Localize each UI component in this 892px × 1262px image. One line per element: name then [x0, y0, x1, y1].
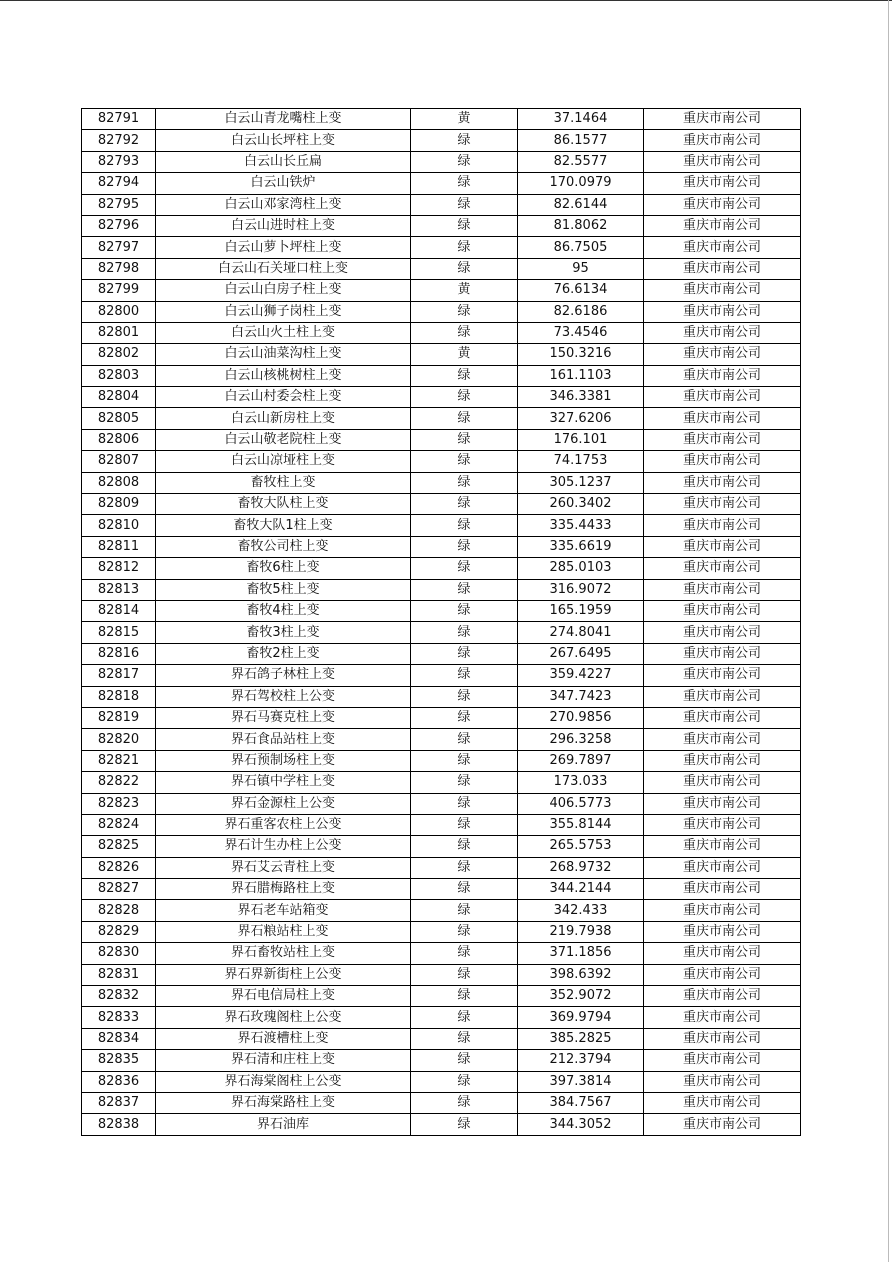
- table-row: [82, 451, 801, 472]
- company-cell: 重庆市南公司: [644, 643, 801, 664]
- status-cell: 绿: [411, 322, 518, 343]
- station-name-cell: 界石计生办柱上公变: [156, 836, 411, 857]
- table-row: [82, 237, 801, 258]
- company-cell: 重庆市南公司: [644, 600, 801, 621]
- row-id-cell: 82820: [82, 729, 156, 750]
- row-id-cell: 82801: [82, 322, 156, 343]
- table-row: [82, 686, 801, 707]
- status-cell: 绿: [411, 643, 518, 664]
- station-name-cell: 白云山白房子柱上变: [156, 280, 411, 301]
- value-cell: 352.9072: [518, 986, 644, 1007]
- value-cell: 260.3402: [518, 494, 644, 515]
- station-name-cell: 白云山萝卜坪柱上变: [156, 237, 411, 258]
- value-cell: 76.6134: [518, 280, 644, 301]
- station-name-cell: 白云山村委会柱上变: [156, 387, 411, 408]
- status-cell: 绿: [411, 1114, 518, 1135]
- station-name-cell: 白云山敬老院柱上变: [156, 429, 411, 450]
- value-cell: 344.3052: [518, 1114, 644, 1135]
- table-row: [82, 194, 801, 215]
- row-id-cell: 82834: [82, 1028, 156, 1049]
- value-cell: 359.4227: [518, 665, 644, 686]
- status-cell: 绿: [411, 237, 518, 258]
- company-cell: 重庆市南公司: [644, 1028, 801, 1049]
- station-name-cell: 白云山长丘扁: [156, 151, 411, 172]
- station-name-cell: 界石镇中学柱上变: [156, 772, 411, 793]
- company-cell: 重庆市南公司: [644, 322, 801, 343]
- table-row: [82, 536, 801, 557]
- row-id-cell: 82810: [82, 515, 156, 536]
- table-row: [82, 986, 801, 1007]
- table-row: [82, 322, 801, 343]
- station-name-cell: 白云山核桃树柱上变: [156, 365, 411, 386]
- status-cell: 绿: [411, 686, 518, 707]
- status-cell: 绿: [411, 151, 518, 172]
- company-cell: 重庆市南公司: [644, 494, 801, 515]
- station-name-cell: 界石油库: [156, 1114, 411, 1135]
- company-cell: 重庆市南公司: [644, 686, 801, 707]
- page-top-border: [0, 0, 892, 1]
- company-cell: 重庆市南公司: [644, 365, 801, 386]
- row-id-cell: 82832: [82, 986, 156, 1007]
- row-id-cell: 82802: [82, 344, 156, 365]
- station-name-cell: 界石渡槽柱上变: [156, 1028, 411, 1049]
- company-cell: 重庆市南公司: [644, 1071, 801, 1092]
- company-cell: 重庆市南公司: [644, 130, 801, 151]
- table-row: [82, 1092, 801, 1113]
- table-row: [82, 301, 801, 322]
- value-cell: 335.4433: [518, 515, 644, 536]
- value-cell: 95: [518, 258, 644, 279]
- status-cell: 绿: [411, 1092, 518, 1113]
- status-cell: 绿: [411, 1028, 518, 1049]
- table-row: [82, 836, 801, 857]
- company-cell: 重庆市南公司: [644, 408, 801, 429]
- row-id-cell: 82804: [82, 387, 156, 408]
- row-id-cell: 82825: [82, 836, 156, 857]
- row-id-cell: 82795: [82, 194, 156, 215]
- table-row: [82, 1071, 801, 1092]
- station-name-cell: 畜牧5柱上变: [156, 579, 411, 600]
- row-id-cell: 82800: [82, 301, 156, 322]
- company-cell: 重庆市南公司: [644, 772, 801, 793]
- status-cell: 绿: [411, 943, 518, 964]
- company-cell: 重庆市南公司: [644, 451, 801, 472]
- value-cell: 82.5577: [518, 151, 644, 172]
- station-name-cell: 畜牧公司柱上变: [156, 536, 411, 557]
- row-id-cell: 82836: [82, 1071, 156, 1092]
- status-cell: 绿: [411, 986, 518, 1007]
- row-id-cell: 82826: [82, 857, 156, 878]
- company-cell: 重庆市南公司: [644, 857, 801, 878]
- row-id-cell: 82817: [82, 665, 156, 686]
- station-name-cell: 白云山邓家湾柱上变: [156, 194, 411, 215]
- row-id-cell: 82808: [82, 472, 156, 493]
- company-cell: 重庆市南公司: [644, 665, 801, 686]
- company-cell: 重庆市南公司: [644, 237, 801, 258]
- station-name-cell: 白云山长坪柱上变: [156, 130, 411, 151]
- row-id-cell: 82797: [82, 237, 156, 258]
- station-name-cell: 畜牧6柱上变: [156, 558, 411, 579]
- value-cell: 81.8062: [518, 215, 644, 236]
- value-cell: 82.6144: [518, 194, 644, 215]
- station-name-cell: 畜牧大队1柱上变: [156, 515, 411, 536]
- row-id-cell: 82830: [82, 943, 156, 964]
- status-cell: 绿: [411, 194, 518, 215]
- company-cell: 重庆市南公司: [644, 900, 801, 921]
- company-cell: 重庆市南公司: [644, 151, 801, 172]
- status-cell: 绿: [411, 451, 518, 472]
- table-row: [82, 515, 801, 536]
- row-id-cell: 82827: [82, 879, 156, 900]
- value-cell: 265.5753: [518, 836, 644, 857]
- company-cell: 重庆市南公司: [644, 879, 801, 900]
- row-id-cell: 82798: [82, 258, 156, 279]
- table-row: [82, 643, 801, 664]
- value-cell: 335.6619: [518, 536, 644, 557]
- company-cell: 重庆市南公司: [644, 194, 801, 215]
- value-cell: 74.1753: [518, 451, 644, 472]
- status-cell: 绿: [411, 836, 518, 857]
- company-cell: 重庆市南公司: [644, 1092, 801, 1113]
- value-cell: 347.7423: [518, 686, 644, 707]
- station-name-cell: 白云山青龙嘴柱上变: [156, 109, 411, 130]
- station-name-cell: 界石海棠路柱上变: [156, 1092, 411, 1113]
- value-cell: 385.2825: [518, 1028, 644, 1049]
- page-right-border: [888, 0, 889, 1262]
- value-cell: 268.9732: [518, 857, 644, 878]
- station-name-cell: 畜牧2柱上变: [156, 643, 411, 664]
- company-cell: 重庆市南公司: [644, 387, 801, 408]
- company-cell: 重庆市南公司: [644, 1007, 801, 1028]
- status-cell: 绿: [411, 879, 518, 900]
- station-name-cell: 畜牧4柱上变: [156, 600, 411, 621]
- value-cell: 344.2144: [518, 879, 644, 900]
- company-cell: 重庆市南公司: [644, 109, 801, 130]
- company-cell: 重庆市南公司: [644, 429, 801, 450]
- company-cell: 重庆市南公司: [644, 814, 801, 835]
- table-row: [82, 793, 801, 814]
- company-cell: 重庆市南公司: [644, 750, 801, 771]
- station-name-cell: 界石电信局柱上变: [156, 986, 411, 1007]
- company-cell: 重庆市南公司: [644, 793, 801, 814]
- company-cell: 重庆市南公司: [644, 579, 801, 600]
- status-cell: 绿: [411, 1050, 518, 1071]
- value-cell: 37.1464: [518, 109, 644, 130]
- value-cell: 86.1577: [518, 130, 644, 151]
- row-id-cell: 82812: [82, 558, 156, 579]
- status-cell: 绿: [411, 665, 518, 686]
- table-row: [82, 772, 801, 793]
- status-cell: 绿: [411, 814, 518, 835]
- station-name-cell: 界石艾云青柱上变: [156, 857, 411, 878]
- station-name-cell: 白云山狮子岗柱上变: [156, 301, 411, 322]
- status-cell: 绿: [411, 301, 518, 322]
- value-cell: 176.101: [518, 429, 644, 450]
- row-id-cell: 82822: [82, 772, 156, 793]
- row-id-cell: 82805: [82, 408, 156, 429]
- status-cell: 绿: [411, 515, 518, 536]
- table-row: [82, 729, 801, 750]
- company-cell: 重庆市南公司: [644, 515, 801, 536]
- company-cell: 重庆市南公司: [644, 1114, 801, 1135]
- value-cell: 173.033: [518, 772, 644, 793]
- station-name-cell: 界石预制场柱上变: [156, 750, 411, 771]
- row-id-cell: 82837: [82, 1092, 156, 1113]
- value-cell: 165.1959: [518, 600, 644, 621]
- status-cell: 绿: [411, 622, 518, 643]
- value-cell: 355.8144: [518, 814, 644, 835]
- status-cell: 绿: [411, 472, 518, 493]
- table-row: [82, 258, 801, 279]
- station-name-cell: 界石腊梅路柱上变: [156, 879, 411, 900]
- status-cell: 绿: [411, 579, 518, 600]
- row-id-cell: 82833: [82, 1007, 156, 1028]
- table-row: [82, 600, 801, 621]
- value-cell: 73.4546: [518, 322, 644, 343]
- table-row: [82, 857, 801, 878]
- value-cell: 170.0979: [518, 173, 644, 194]
- value-cell: 398.6392: [518, 964, 644, 985]
- row-id-cell: 82815: [82, 622, 156, 643]
- status-cell: 绿: [411, 600, 518, 621]
- row-id-cell: 82816: [82, 643, 156, 664]
- row-id-cell: 82838: [82, 1114, 156, 1135]
- station-name-cell: 界石畜牧站柱上变: [156, 943, 411, 964]
- value-cell: 406.5773: [518, 793, 644, 814]
- table-row: [82, 921, 801, 942]
- row-id-cell: 82821: [82, 750, 156, 771]
- row-id-cell: 82823: [82, 793, 156, 814]
- value-cell: 397.3814: [518, 1071, 644, 1092]
- table-row: [82, 964, 801, 985]
- row-id-cell: 82819: [82, 707, 156, 728]
- company-cell: 重庆市南公司: [644, 1050, 801, 1071]
- status-cell: 绿: [411, 750, 518, 771]
- row-id-cell: 82794: [82, 173, 156, 194]
- value-cell: 274.8041: [518, 622, 644, 643]
- table-row: [82, 879, 801, 900]
- status-cell: 绿: [411, 1007, 518, 1028]
- row-id-cell: 82813: [82, 579, 156, 600]
- station-name-cell: 界石金源柱上公变: [156, 793, 411, 814]
- row-id-cell: 82814: [82, 600, 156, 621]
- row-id-cell: 82799: [82, 280, 156, 301]
- status-cell: 绿: [411, 729, 518, 750]
- value-cell: 267.6495: [518, 643, 644, 664]
- row-id-cell: 82796: [82, 215, 156, 236]
- station-name-cell: 白云山进时柱上变: [156, 215, 411, 236]
- status-cell: 绿: [411, 707, 518, 728]
- station-name-cell: 白云山油菜沟柱上变: [156, 344, 411, 365]
- status-cell: 绿: [411, 1071, 518, 1092]
- status-cell: 绿: [411, 900, 518, 921]
- table-row: [82, 280, 801, 301]
- company-cell: 重庆市南公司: [644, 215, 801, 236]
- table-row: [82, 943, 801, 964]
- row-id-cell: 82792: [82, 130, 156, 151]
- value-cell: 296.3258: [518, 729, 644, 750]
- table-row: [82, 472, 801, 493]
- value-cell: 150.3216: [518, 344, 644, 365]
- company-cell: 重庆市南公司: [644, 622, 801, 643]
- table-row: [82, 558, 801, 579]
- row-id-cell: 82793: [82, 151, 156, 172]
- status-cell: 绿: [411, 408, 518, 429]
- status-cell: 黄: [411, 280, 518, 301]
- company-cell: 重庆市南公司: [644, 472, 801, 493]
- table-body: [82, 109, 801, 1136]
- company-cell: 重庆市南公司: [644, 729, 801, 750]
- table-row: [82, 622, 801, 643]
- value-cell: 384.7567: [518, 1092, 644, 1113]
- status-cell: 绿: [411, 429, 518, 450]
- table-row: [82, 814, 801, 835]
- station-name-cell: 界石驾校柱上公变: [156, 686, 411, 707]
- station-name-cell: 界石界新街柱上公变: [156, 964, 411, 985]
- table-row: [82, 173, 801, 194]
- status-cell: 绿: [411, 130, 518, 151]
- row-id-cell: 82807: [82, 451, 156, 472]
- status-cell: 绿: [411, 258, 518, 279]
- table-row: [82, 387, 801, 408]
- table-row: [82, 408, 801, 429]
- company-cell: 重庆市南公司: [644, 280, 801, 301]
- station-name-cell: 白云山凉垭柱上变: [156, 451, 411, 472]
- station-name-cell: 畜牧柱上变: [156, 472, 411, 493]
- station-name-cell: 界石清和庄柱上变: [156, 1050, 411, 1071]
- status-cell: 绿: [411, 365, 518, 386]
- value-cell: 346.3381: [518, 387, 644, 408]
- value-cell: 316.9072: [518, 579, 644, 600]
- company-cell: 重庆市南公司: [644, 344, 801, 365]
- table-row: [82, 1050, 801, 1071]
- table-row: [82, 665, 801, 686]
- table-row: [82, 344, 801, 365]
- row-id-cell: 82806: [82, 429, 156, 450]
- status-cell: 黄: [411, 344, 518, 365]
- value-cell: 285.0103: [518, 558, 644, 579]
- status-cell: 黄: [411, 109, 518, 130]
- company-cell: 重庆市南公司: [644, 986, 801, 1007]
- company-cell: 重庆市南公司: [644, 943, 801, 964]
- table-row: [82, 579, 801, 600]
- table-row: [82, 215, 801, 236]
- station-name-cell: 白云山火土柱上变: [156, 322, 411, 343]
- table-row: [82, 707, 801, 728]
- value-cell: 342.433: [518, 900, 644, 921]
- status-cell: 绿: [411, 793, 518, 814]
- station-name-cell: 界石粮站柱上变: [156, 921, 411, 942]
- table-row: [82, 900, 801, 921]
- status-cell: 绿: [411, 173, 518, 194]
- company-cell: 重庆市南公司: [644, 301, 801, 322]
- station-name-cell: 界石玫瑰阁柱上公变: [156, 1007, 411, 1028]
- value-cell: 212.3794: [518, 1050, 644, 1071]
- status-cell: 绿: [411, 772, 518, 793]
- company-cell: 重庆市南公司: [644, 558, 801, 579]
- row-id-cell: 82835: [82, 1050, 156, 1071]
- row-id-cell: 82803: [82, 365, 156, 386]
- status-cell: 绿: [411, 494, 518, 515]
- value-cell: 161.1103: [518, 365, 644, 386]
- table-row: [82, 429, 801, 450]
- station-name-cell: 畜牧3柱上变: [156, 622, 411, 643]
- status-cell: 绿: [411, 536, 518, 557]
- row-id-cell: 82829: [82, 921, 156, 942]
- company-cell: 重庆市南公司: [644, 836, 801, 857]
- station-name-cell: 界石马赛克柱上变: [156, 707, 411, 728]
- value-cell: 269.7897: [518, 750, 644, 771]
- station-name-cell: 界石鸽子林柱上变: [156, 665, 411, 686]
- status-cell: 绿: [411, 964, 518, 985]
- status-cell: 绿: [411, 387, 518, 408]
- status-cell: 绿: [411, 558, 518, 579]
- row-id-cell: 82831: [82, 964, 156, 985]
- station-name-cell: 白云山铁炉: [156, 173, 411, 194]
- station-name-cell: 白云山石关垭口柱上变: [156, 258, 411, 279]
- station-name-cell: 畜牧大队柱上变: [156, 494, 411, 515]
- transformer-table: [81, 108, 801, 1136]
- table-row: [82, 750, 801, 771]
- row-id-cell: 82791: [82, 109, 156, 130]
- station-name-cell: 白云山新房柱上变: [156, 408, 411, 429]
- company-cell: 重庆市南公司: [644, 173, 801, 194]
- table-row: [82, 151, 801, 172]
- status-cell: 绿: [411, 921, 518, 942]
- company-cell: 重庆市南公司: [644, 964, 801, 985]
- table-row: [82, 1028, 801, 1049]
- value-cell: 82.6186: [518, 301, 644, 322]
- station-name-cell: 界石老车站箱变: [156, 900, 411, 921]
- value-cell: 369.9794: [518, 1007, 644, 1028]
- value-cell: 86.7505: [518, 237, 644, 258]
- row-id-cell: 82818: [82, 686, 156, 707]
- table-row: [82, 1007, 801, 1028]
- table-row: [82, 1114, 801, 1135]
- value-cell: 305.1237: [518, 472, 644, 493]
- table-row: [82, 109, 801, 130]
- station-name-cell: 界石海棠阁柱上公变: [156, 1071, 411, 1092]
- row-id-cell: 82828: [82, 900, 156, 921]
- table-row: [82, 365, 801, 386]
- station-name-cell: 界石重客农柱上公变: [156, 814, 411, 835]
- station-name-cell: 界石食品站柱上变: [156, 729, 411, 750]
- company-cell: 重庆市南公司: [644, 921, 801, 942]
- row-id-cell: 82809: [82, 494, 156, 515]
- status-cell: 绿: [411, 215, 518, 236]
- company-cell: 重庆市南公司: [644, 536, 801, 557]
- table-row: [82, 494, 801, 515]
- row-id-cell: 82811: [82, 536, 156, 557]
- table-row: [82, 130, 801, 151]
- company-cell: 重庆市南公司: [644, 258, 801, 279]
- row-id-cell: 82824: [82, 814, 156, 835]
- value-cell: 219.7938: [518, 921, 644, 942]
- status-cell: 绿: [411, 857, 518, 878]
- value-cell: 371.1856: [518, 943, 644, 964]
- value-cell: 270.9856: [518, 707, 644, 728]
- company-cell: 重庆市南公司: [644, 707, 801, 728]
- value-cell: 327.6206: [518, 408, 644, 429]
